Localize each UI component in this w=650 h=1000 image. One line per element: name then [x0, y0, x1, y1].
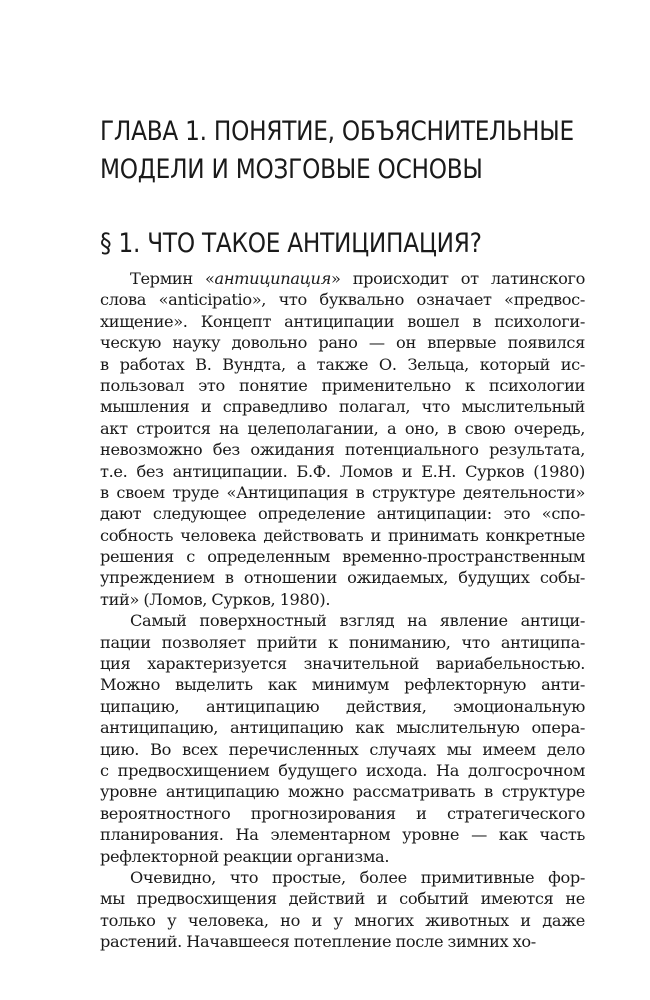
- chapter-title-line-2: МОДЕЛИ И МОЗГОВЫЕ ОСНОВЫ: [100, 154, 483, 185]
- paragraph-line: тий» (Ломов, Сурков, 1980).: [100, 589, 331, 609]
- line-text: Термин «: [130, 269, 215, 288]
- body-text: [100, 268, 585, 953]
- paragraph-line: в работах В. Вундта, а также О. Зельца, который ис-: [100, 354, 585, 374]
- paragraph-line: цию. Во всех перечисленных случаях мы имеем дело: [100, 739, 585, 759]
- paragraph-line: с предвосхищением будущего исхода. На долгосрочном: [100, 760, 585, 780]
- paragraph-line: ческую науку довольно рано — он впервые появился: [100, 333, 585, 353]
- paragraph-line: акт строится на целеполагании, а оно, в свою очередь,: [100, 418, 585, 438]
- paragraph-line: [100, 268, 585, 289]
- paragraph-line: планирования. На элементарном уровне — как часть: [100, 825, 585, 845]
- paragraph-line: вероятностного прогнозирования и стратегического: [100, 803, 585, 823]
- paragraph-line: мышления и справедливо полагал, что мыслительный: [100, 397, 585, 417]
- paragraph-line: рефлекторной реакции организма.: [100, 846, 390, 866]
- chapter-title: [100, 113, 574, 189]
- paragraph-line: ция характеризуется значительной вариабельностью.: [100, 654, 585, 674]
- paragraph-line: хищение». Концепт антиципации вошел в психологи-: [100, 311, 585, 331]
- emphasized-term: антиципация: [214, 269, 332, 288]
- paragraph-line: невозможно без ожидания потенциального результата,: [100, 440, 585, 460]
- paragraph-line: дают следующее определение антиципации: это «спо-: [100, 504, 585, 524]
- section-title: § 1. ЧТО ТАКОЕ АНТИЦИПАЦИЯ?: [100, 228, 482, 259]
- paragraph-line: Самый поверхностный взгляд на явление антици-: [130, 611, 585, 631]
- chapter-title-line-1: ГЛАВА 1. ПОНЯТИЕ, ОБЪЯСНИТЕЛЬНЫЕ: [100, 116, 574, 147]
- paragraph-line: упреждением в отношении ожидаемых, будущих собы-: [100, 568, 585, 588]
- paragraph-line: слова «anticipatio», что буквально означает «предвос-: [100, 290, 585, 310]
- paragraph-line: Можно выделить как минимум рефлекторную анти-: [100, 675, 585, 695]
- paragraph-line: пации позволяет прийти к пониманию, что антиципа-: [100, 632, 585, 652]
- paragraph-line: антиципацию, антиципацию как мыслительную опера-: [100, 718, 585, 738]
- paragraph-line: Очевидно, что простые, более примитивные фор-: [130, 867, 585, 887]
- paragraph-line: только у человека, но и у многих животных и даже: [100, 910, 585, 930]
- paragraph-line: мы предвосхищения действий и событий имеются не: [100, 889, 585, 909]
- paragraph-line: уровне антиципацию можно рассматривать в структуре: [100, 782, 585, 802]
- paragraph-line: ципацию, антиципацию действия, эмоциональную: [100, 696, 585, 716]
- line-text: » происходит от латинского: [331, 269, 585, 288]
- paragraph-line: растений. Начавшееся потепление после зимних хо-: [100, 932, 536, 952]
- paragraph-line: решения с определенным временно-пространственным: [100, 547, 585, 567]
- paragraph-line: собность человека действовать и принимать конкретные: [100, 525, 585, 545]
- paragraph-line: т.е. без антиципации. Б.Ф. Ломов и Е.Н. Сурков (1980): [100, 461, 585, 481]
- paragraph-line: в своем труде «Антиципация в структуре деятельности»: [100, 482, 585, 502]
- paragraph-line: пользовал это понятие применительно к психологии: [100, 375, 585, 395]
